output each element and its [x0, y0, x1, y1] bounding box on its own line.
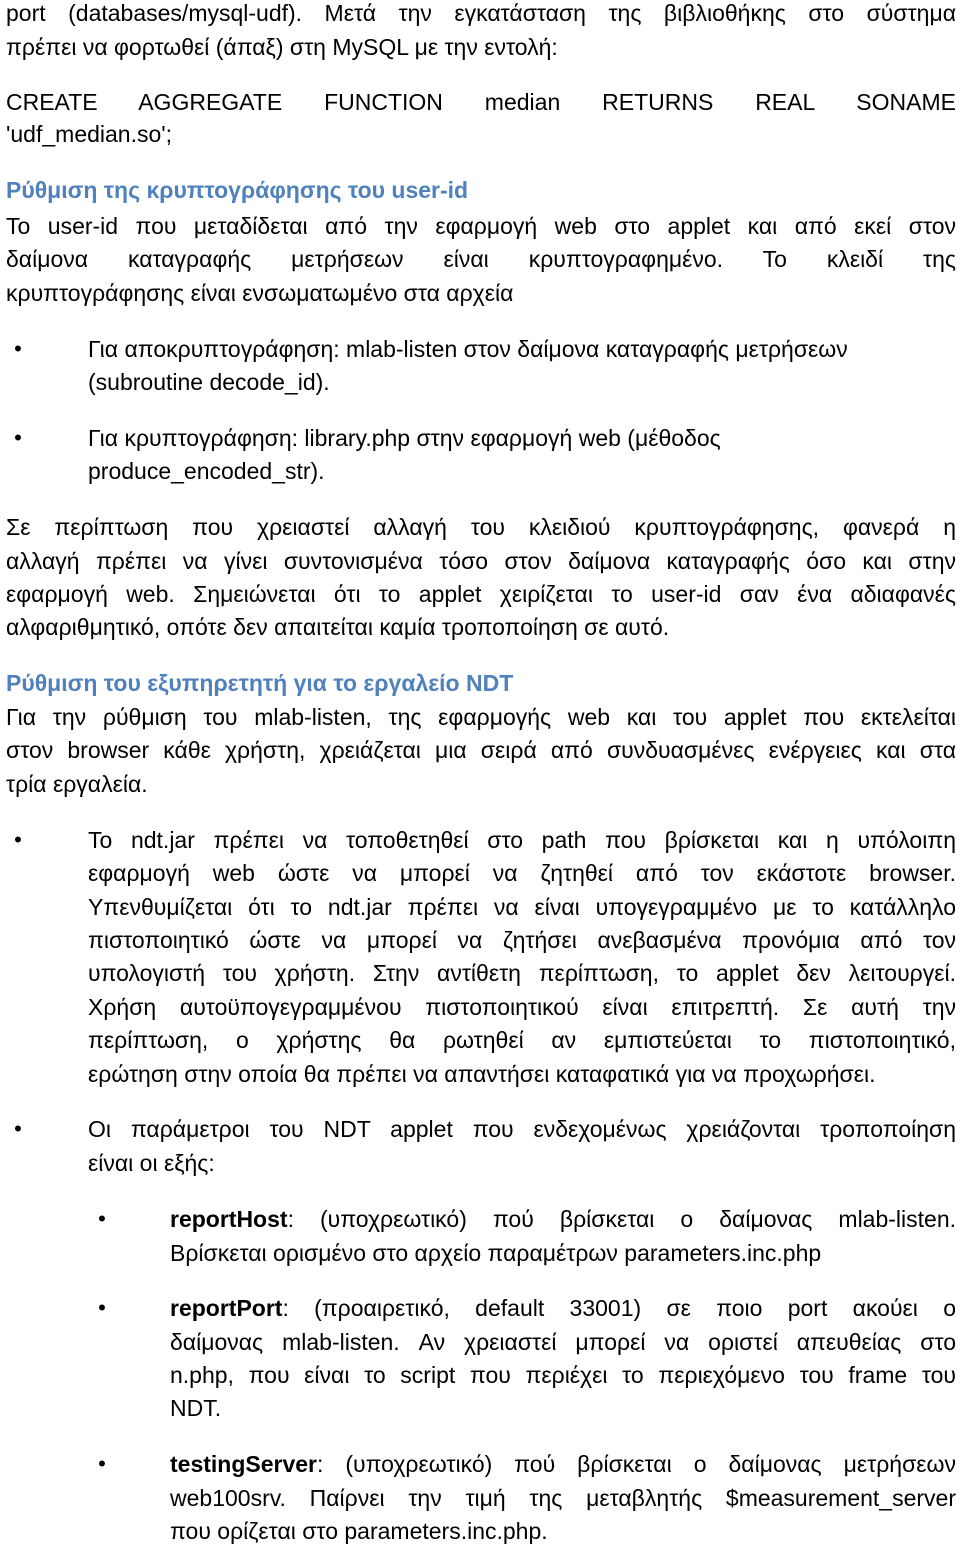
- ndt-bullet-2-line-2: είναι οι εξής:: [88, 1150, 215, 1176]
- encryption-p2-line-3: εφαρμογή web. Σημειώνεται ότι το applet χειρίζεται το user-id σαν ένα αδιαφανές: [6, 581, 956, 607]
- ndt-bullet-1-line-8: ερώτηση στην οποία θα πρέπει να απαντήσει καταφατικά για να προχωρήσει.: [88, 1061, 876, 1087]
- encryption-p2-line-1: Σε περίπτωση που χρειαστεί αλλαγή του κλειδιού κρυπτογράφησης, φανερά η: [6, 514, 956, 540]
- intro-line-4: 'udf_median.so';: [6, 121, 173, 147]
- encryption-p1-line-1: Το user-id που μεταδίδεται από την εφαρμογή web στο applet και από εκεί στον: [6, 213, 956, 239]
- bullet-icon: •: [98, 1451, 106, 1476]
- ndt-p1-line-2: στον browser κάθε χρήστη, χρειάζεται μια σειρά από συνδυασμένες ενέργειες και στα: [6, 737, 956, 763]
- param-testingserver-line-1: [170, 1447, 956, 1481]
- ndt-bullet-1-line-7: περίπτωση, ο χρήστης θα ρωτηθεί αν εμπιστεύεται το πιστοποιητικό,: [88, 1027, 956, 1053]
- intro-line-1: port (databases/mysql-udf). Μετά την εγκατάσταση της βιβλιοθήκης στο σύστημα: [6, 0, 956, 26]
- ndt-p1-line-1: Για την ρύθμιση του mlab-listen, της εφαρμογής web και του applet που εκτελείται: [6, 704, 956, 730]
- encryption-p2-line-2: αλλαγή πρέπει να γίνει συντονισμένα τόσο στον δαίμονα καταγραφής όσο και στην: [6, 548, 956, 574]
- section-heading-encryption: Ρύθμιση της κρυπτογράφησης του user-id: [6, 177, 469, 203]
- param-testingserver-line-3: που ορίζεται στο parameters.inc.php.: [170, 1518, 548, 1544]
- encryption-bullet-2-line-2: produce_encoded_str).: [88, 458, 325, 484]
- bullet-icon: •: [98, 1206, 106, 1231]
- ndt-bullet-1-line-1: Το ndt.jar πρέπει να τοποθετηθεί στο path που βρίσκεται και η υπόλοιπη: [88, 827, 956, 853]
- param-reportport-line-1: [170, 1291, 956, 1325]
- param-testingserver-line-2: web100srv. Παίρνει την τιμή της μεταβλητής $measurement_server: [170, 1485, 956, 1511]
- param-name-reportport: reportPort: [170, 1295, 283, 1321]
- param-reportport-line-2: δαίμονας mlab-listen. Αν χρειαστεί μπορεί να οριστεί απευθείας στο: [170, 1329, 956, 1355]
- encryption-p1-line-2: δαίμονα καταγραφής μετρήσεων είναι κρυπτογραφημένο. Το κλειδί της: [6, 246, 956, 272]
- ndt-bullet-1-line-4: πιστοποιητικό ώστε να μπορεί να ζητήσει ανεβασμένα προνόμια από τον: [88, 927, 956, 953]
- intro-line-3: CREATE AGGREGATE FUNCTION median RETURNS REAL SONAME: [6, 89, 956, 115]
- param-testingserver-desc: : (υποχρεωτικό) πού βρίσκεται ο δαίμονας μετρήσεων: [317, 1451, 956, 1477]
- section-heading-ndt: Ρύθμιση του εξυπηρετητή για το εργαλείο NDT: [6, 670, 514, 696]
- param-name-testingserver: testingServer: [170, 1451, 318, 1477]
- param-reportport-line-3: n.php, που είναι το script που περιέχει το περιεχόμενο του frame του: [170, 1362, 956, 1388]
- param-name-reporthost: reportHost: [170, 1206, 288, 1232]
- encryption-p1-line-3: κρυπτογράφησης είναι ενσωματωμένο στα αρχεία: [6, 280, 514, 306]
- ndt-bullet-1-line-2: εφαρμογή web ώστε να μπορεί να ζητηθεί από τον εκάστοτε browser.: [88, 860, 956, 886]
- ndt-bullet-2-line-1: Οι παράμετροι του NDT applet που ενδεχομένως χρειάζονται τροποποίηση: [88, 1116, 956, 1142]
- bullet-icon: •: [98, 1295, 106, 1320]
- encryption-p2-line-4: αλφαριθμητικό, οπότε δεν απαιτείται καμία τροποποίηση σε αυτό.: [6, 614, 670, 640]
- ndt-p1-line-3: τρία εργαλεία.: [6, 771, 148, 797]
- param-reporthost-line-2: Βρίσκεται ορισμένο στο αρχείο παραμέτρων parameters.inc.php: [170, 1240, 822, 1266]
- param-reportport-desc: : (προαιρετικό, default 33001) σε ποιο port ακούει ο: [282, 1295, 956, 1321]
- encryption-bullet-1-line-1: Για αποκρυπτογράφηση: mlab-listen στον δαίμονα καταγραφής μετρήσεων: [88, 336, 848, 362]
- encryption-bullet-1-line-2: (subroutine decode_id).: [88, 369, 330, 395]
- bullet-icon: •: [14, 1116, 22, 1141]
- param-reportport-line-4: NDT.: [170, 1395, 222, 1421]
- ndt-bullet-1-line-3: Υπενθυμίζεται ότι το ndt.jar πρέπει να είναι υπογεγραμμένο με το κατάλληλο: [88, 894, 956, 920]
- ndt-bullet-1-line-5: υπολογιστή του χρήστη. Στην αντίθετη περίπτωση, το applet δεν λειτουργεί.: [88, 960, 956, 986]
- param-reporthost-line-1: [170, 1202, 956, 1236]
- param-reporthost-desc: : (υποχρεωτικό) πού βρίσκεται ο δαίμονας mlab-listen.: [287, 1206, 956, 1232]
- ndt-bullet-1-line-6: Χρήση αυτοϋπογεγραμμένου πιστοποιητικού είναι επιτρεπτή. Σε αυτή την: [88, 994, 956, 1020]
- bullet-icon: •: [14, 336, 22, 361]
- bullet-icon: •: [14, 827, 22, 852]
- intro-line-2: πρέπει να φορτωθεί (άπαξ) στη MySQL με την εντολή:: [6, 34, 558, 60]
- bullet-icon: •: [14, 425, 22, 450]
- encryption-bullet-2-line-1: Για κρυπτογράφηση: library.php στην εφαρμογή web (μέθοδος: [88, 425, 721, 451]
